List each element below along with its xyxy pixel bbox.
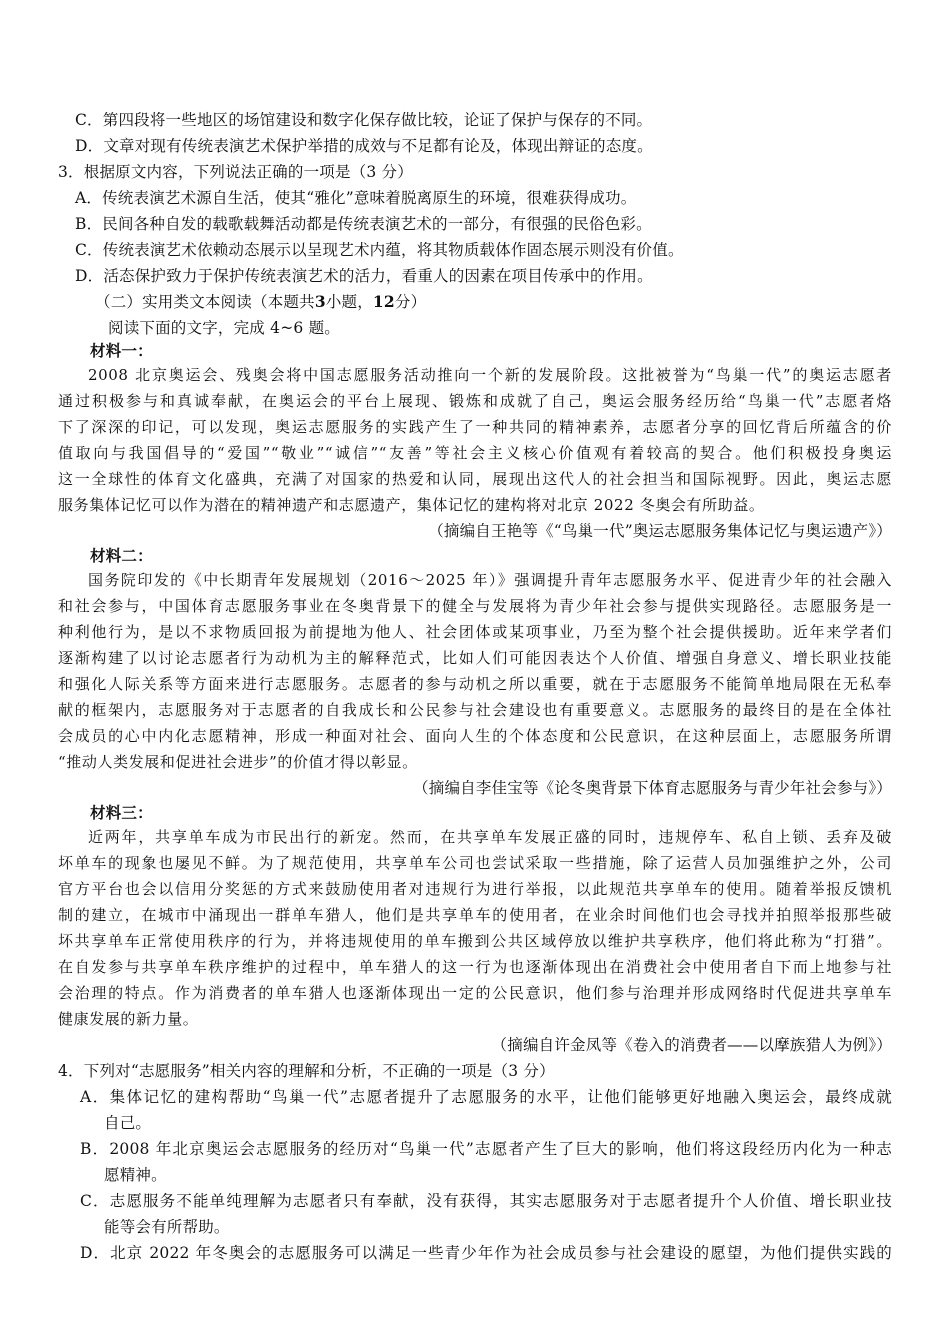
material3-line: 制的建立，在城市中涌现出一群单车猎人，他们是共享单车的使用者，在业余时间他们也会寻找并拍照举报那些破 <box>58 906 892 924</box>
q3-option-c: C．传统表演艺术依赖动态展示以呈现艺术内蕴，将其物质载体作固态展示则没有价值。 <box>75 241 684 259</box>
section-heading-text-2: 小题， <box>325 293 373 311</box>
material2-line: “推动人类发展和促进社会进步”的价值才得以彰显。 <box>58 753 418 771</box>
material1-line: 服务集体记忆可以作为潜在的精神遗产和志愿遗产，集体记忆的建构将对北京 2022 冬奥会有所助益。 <box>58 496 765 514</box>
material3-line: 健康发展的新力量。 <box>58 1010 199 1028</box>
material1-line: 这一全球性的体育文化盛典，充满了对国家的热爱和认同，展现出这代人的社会担当和国际视野。因此，奥运志愿 <box>58 470 892 488</box>
section-instruction: 阅读下面的文字，完成 4~6 题。 <box>108 319 340 337</box>
q4-stem: 4．下列对“志愿服务”相关内容的理解和分析，不正确的一项是（3 分） <box>58 1062 555 1080</box>
section-heading-count: 3 <box>314 292 326 311</box>
section-heading-score: 12 <box>372 292 395 311</box>
material1-title: 材料一： <box>90 341 153 360</box>
q2-option-c: C．第四段将一些地区的场馆建设和数字化保存做比较，论证了保护与保存的不同。 <box>75 111 653 129</box>
section-heading <box>95 289 426 315</box>
q3-option-b: B．民间各种自发的载歌载舞活动都是传统表演艺术的一部分，有很强的民俗色彩。 <box>75 215 652 233</box>
q3-option-d: D．活态保护致力于保护传统表演艺术的活力，看重人的因素在项目传承中的作用。 <box>75 267 653 285</box>
q4-option-c: C．志愿服务不能单纯理解为志愿者只有奉献，没有获得，其实志愿服务对于志愿者提升个人价值、增长职业技 <box>80 1192 892 1210</box>
section-heading-text: （二）实用类文本阅读（本题共 <box>95 293 315 311</box>
material3-source: （摘编自许金凤等《卷入的消费者——以摩族猎人为例》） <box>491 1036 892 1054</box>
material3-line: 会治理的特点。作为消费者的单车猎人也逐渐体现出一定的公民意识，他们参与治理并形成网络时代促进共享单车 <box>58 984 892 1002</box>
material2-source: （摘编自李佳宝等《论冬奥背景下体育志愿服务与青少年社会参与》） <box>413 779 892 797</box>
material2-line: 献的框架内，志愿服务对于志愿者的自我成长和公民参与社会建设也有重要意义。志愿服务的最终目的是在全体社 <box>58 701 892 719</box>
material3-line: 在自发参与共享单车秩序维护的过程中，单车猎人的这一行为也逐渐体现出在消费社会中使用者自下而上地参与社 <box>58 958 892 976</box>
material2-line: 会成员的心中内化志愿精神，形成一种面对社会、面向人生的个体态度和公民意识，在这种层面上，志愿服务所谓 <box>58 727 892 745</box>
material2-title: 材料二： <box>90 546 153 565</box>
material1-line: 2008 北京奥运会、残奥会将中国志愿服务活动推向一个新的发展阶段。这批被誉为“鸟巢一代”的奥运志愿者 <box>88 366 892 384</box>
material3-line: 近两年，共享单车成为市民出行的新宠。然而，在共享单车发展正盛的同时，违规停车、私自上锁、丢弃及破 <box>88 828 892 846</box>
material1-line: 值取向与我国倡导的“爱国”“敬业”“诚信”“友善”等社会主义核心价值观有着较高的契合。他们积极投身奥运 <box>58 444 892 462</box>
q2-option-d: D．文章对现有传统表演艺术保护举措的成效与不足都有论及，体现出辩证的态度。 <box>75 137 653 155</box>
q4-option-a: A．集体记忆的建构帮助“鸟巢一代”志愿者提升了志愿服务的水平，让他们能够更好地融入奥运会，最终成就 <box>80 1088 892 1106</box>
material2-line: 和社会参与，中国体育志愿服务事业在冬奥背景下的健全与发展将为青少年社会参与提供实现路径。志愿服务是一 <box>58 597 892 615</box>
q4-option-b: B．2008 年北京奥运会志愿服务的经历对“鸟巢一代”志愿者产生了巨大的影响，他们将这段经历内化为一种志 <box>80 1140 892 1158</box>
q4-option-a-cont: 自己。 <box>104 1114 152 1132</box>
material2-line: 国务院印发的《中长期青年发展规划（2016～2025 年）》强调提升青年志愿服务水平、促进青少年的社会融入 <box>88 571 892 589</box>
material2-line: 和强化人际关系等方面来进行志愿服务。志愿者的参与动机之所以重要，就在于志愿服务不能简单地局限在无私奉 <box>58 675 892 693</box>
q4-option-b-cont: 愿精神。 <box>104 1166 167 1184</box>
material2-line: 逐渐构建了以讨论志愿者行为动机为主的解释范式，比如人们可能因表达个人价值、增强自身意义、增长职业技能 <box>58 649 892 667</box>
material1-source: （摘编自王艳等《“鸟巢一代”奥运志愿服务集体记忆与奥运遗产》） <box>428 522 892 540</box>
q3-stem: 3．根据原文内容，下列说法正确的一项是（3 分） <box>58 163 413 181</box>
material1-line: 通过积极参与和真诚奉献，在奥运会的平台上展现、锻炼和成就了自己，奥运会服务经历给“鸟巢一代”志愿者烙 <box>58 392 892 410</box>
section-heading-text-3: 分） <box>394 293 427 311</box>
material3-line: 坏共享单车正常使用秩序的行为，并将违规使用的单车搬到公共区域停放以维护共享秩序，他们将此称为“打猎”。 <box>58 932 892 950</box>
q4-option-d: D．北京 2022 年冬奥会的志愿服务可以满足一些青少年作为社会成员参与社会建设的愿望，为他们提供实践的 <box>80 1244 892 1262</box>
material3-title: 材料三： <box>90 803 153 822</box>
q3-option-a: A．传统表演艺术源自生活，使其“雅化”意味着脱离原生的环境，很难获得成功。 <box>75 189 637 207</box>
material1-line: 下了深深的印记，可以发现，奥运志愿服务的实践产生了一种共同的精神素养，志愿者分享的回忆背后所蕴含的价 <box>58 418 892 436</box>
material3-line: 坏单车的现象也屡见不鲜。为了规范使用，共享单车公司也尝试采取一些措施，除了运营人员加强维护之外，公司 <box>58 854 892 872</box>
q4-option-c-cont: 能等会有所帮助。 <box>104 1218 230 1236</box>
material2-line: 种利他行为，是以不求物质回报为前提地为他人、社会团体或某项事业，乃至为整个社会提供援助。近年来学者们 <box>58 623 892 641</box>
material3-line: 官方平台也会以信用分奖惩的方式来鼓励使用者对违规行为进行举报，以此规范共享单车的使用。随着举报反馈机 <box>58 880 892 898</box>
